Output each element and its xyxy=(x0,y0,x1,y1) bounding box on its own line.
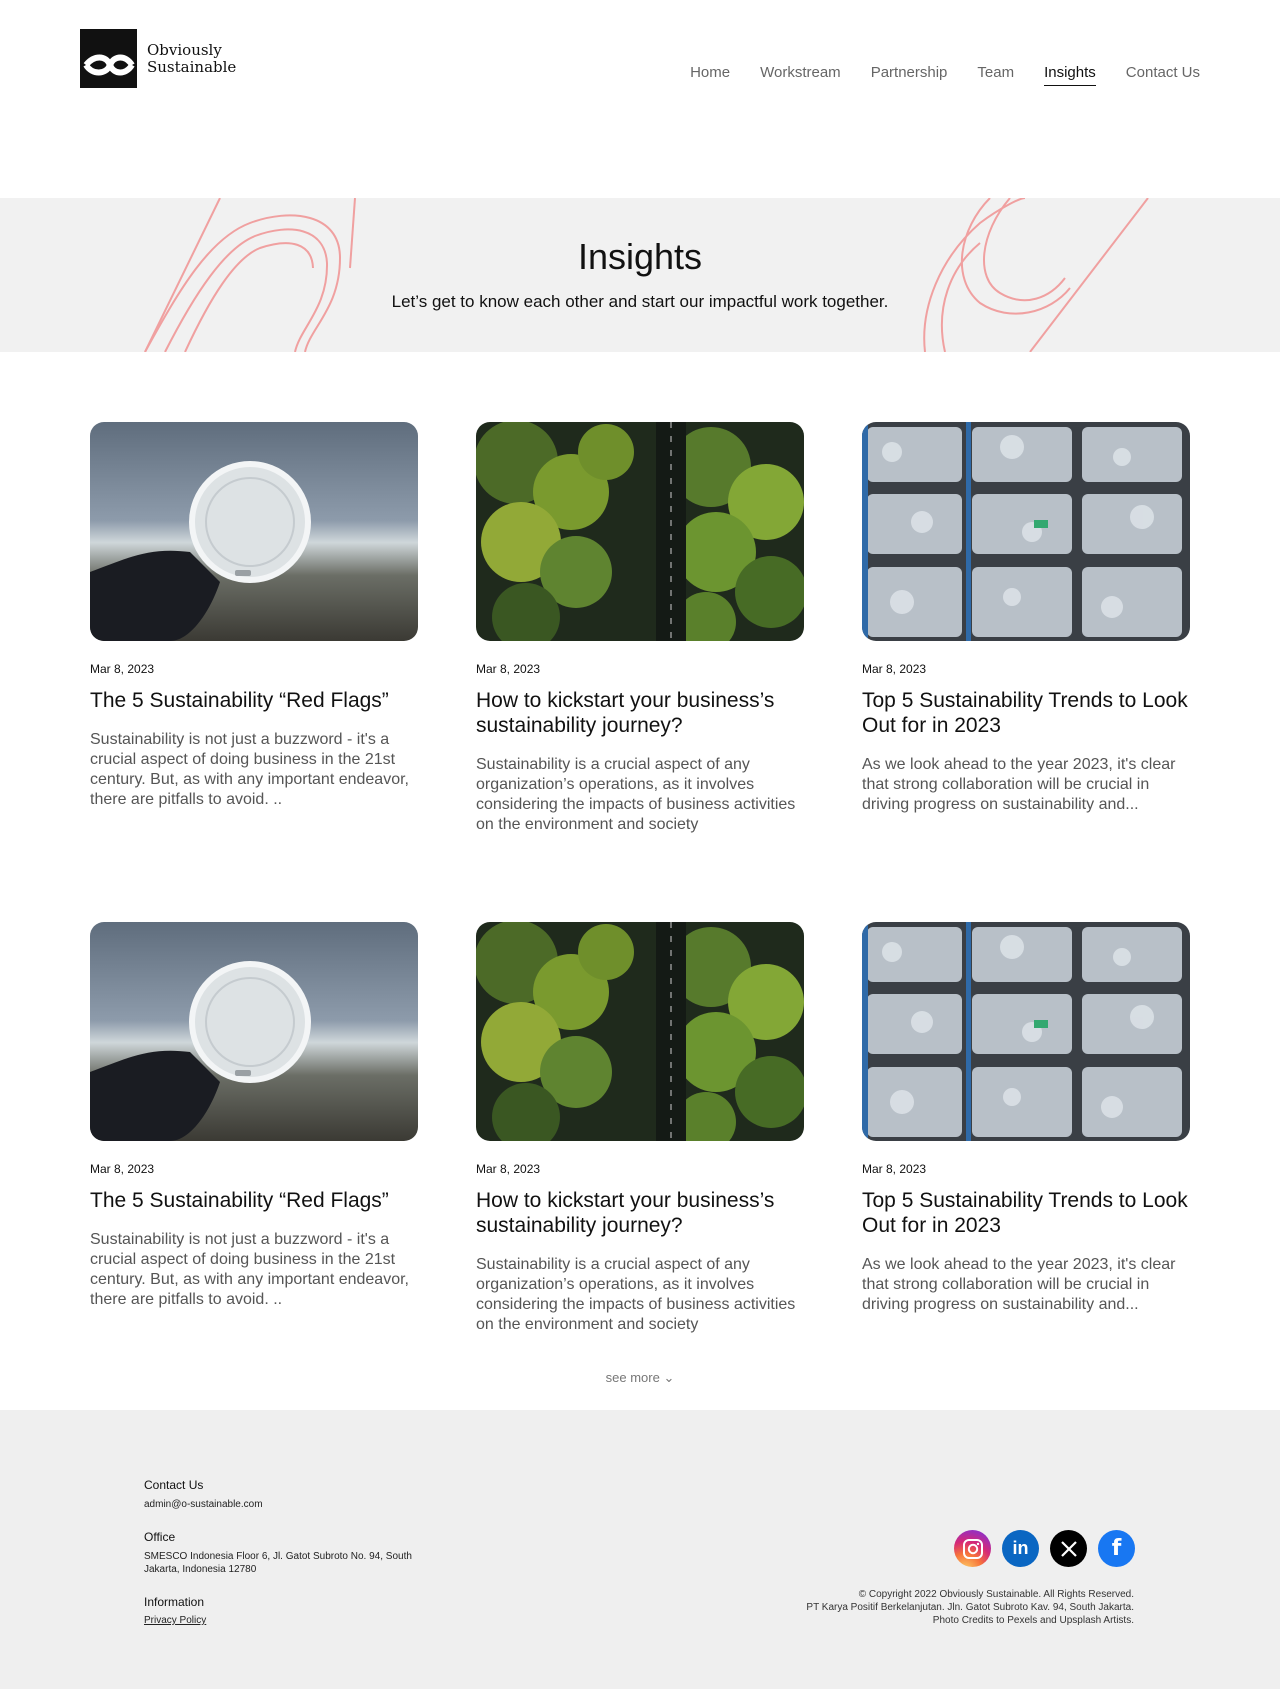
page-title: Insights xyxy=(577,236,703,277)
footer-contact-email[interactable]: admin@o-sustainable.com xyxy=(144,1499,263,1510)
article-card[interactable] xyxy=(90,422,418,810)
article-image[interactable] xyxy=(476,422,804,641)
footer-contact-heading: Contact Us xyxy=(144,1478,204,1492)
nav-home[interactable]: Home xyxy=(690,64,731,81)
article-image[interactable] xyxy=(862,922,1190,1141)
see-more-button[interactable] xyxy=(0,1370,1280,1386)
article-title[interactable]: The 5 Sustainability “Red Flags” xyxy=(90,689,389,712)
see-more-label: see more xyxy=(605,1370,660,1385)
linkedin-icon[interactable]: in xyxy=(1002,1530,1039,1567)
nav-partnership[interactable]: Partnership xyxy=(870,64,948,81)
article-excerpt: Sustainability is not just a buzzword - it's a crucial aspect of doing business in the 21st century. But, as with any important endeavor, there are pitfalls to avoid. .. xyxy=(90,731,409,808)
copyright-line-3: Photo Credits to Pexels and Upsplash Artists. xyxy=(932,1615,1134,1626)
instagram-icon[interactable] xyxy=(954,1530,991,1567)
article-date: Mar 8, 2023 xyxy=(476,662,541,676)
article-image[interactable] xyxy=(862,422,1190,641)
article-excerpt: Sustainability is not just a buzzword - it's a crucial aspect of doing business in the 21st century. But, as with any important endeavor, there are pitfalls to avoid. .. xyxy=(90,1231,409,1308)
article-card[interactable] xyxy=(862,422,1190,815)
site-header xyxy=(0,0,1280,150)
logo-text-line1: Obviously xyxy=(147,40,222,59)
article-image[interactable] xyxy=(90,922,418,1141)
facebook-icon[interactable]: f xyxy=(1098,1530,1135,1567)
article-card[interactable] xyxy=(862,922,1190,1315)
main-nav xyxy=(690,64,1200,86)
footer-info-heading: Information xyxy=(144,1595,205,1609)
copyright xyxy=(806,1588,1134,1627)
copyright-line-1: © Copyright 2022 Obviously Sustainable. All Rights Reserved. xyxy=(858,1589,1134,1600)
article-title[interactable]: How to kickstart your business’s sustainability journey? xyxy=(476,689,775,737)
article-card[interactable] xyxy=(476,922,804,1335)
social-links xyxy=(954,1530,1135,1567)
nav-team[interactable]: Team xyxy=(977,64,1015,81)
article-date: Mar 8, 2023 xyxy=(862,1162,927,1176)
article-title[interactable]: Top 5 Sustainability Trends to Look Out for in 2023 xyxy=(862,1189,1188,1237)
x-icon[interactable] xyxy=(1050,1530,1087,1567)
article-date: Mar 8, 2023 xyxy=(90,662,155,676)
article-excerpt: As we look ahead to the year 2023, it's clear that strong collaboration will be crucial in driving progress on sustainability and... xyxy=(862,1256,1176,1313)
article-date: Mar 8, 2023 xyxy=(90,1162,155,1176)
logo-icon xyxy=(80,29,137,88)
logo[interactable] xyxy=(80,29,236,88)
article-title[interactable]: The 5 Sustainability “Red Flags” xyxy=(90,1189,389,1212)
article-excerpt: As we look ahead to the year 2023, it's clear that strong collaboration will be crucial in driving progress on sustainability and... xyxy=(862,756,1176,813)
article-date: Mar 8, 2023 xyxy=(476,1162,541,1176)
nav-insights[interactable]: Insights xyxy=(1044,64,1096,86)
site-footer xyxy=(0,1410,1280,1689)
nav-contact-us[interactable]: Contact Us xyxy=(1125,64,1200,81)
copyright-line-2: PT Karya Positif Berkelanjutan. Jln. Gatot Subroto Kav. 94, South Jakarta. xyxy=(806,1602,1134,1613)
insights-banner xyxy=(0,198,1280,352)
article-card[interactable] xyxy=(476,422,804,835)
privacy-policy-link[interactable]: Privacy Policy xyxy=(144,1615,207,1626)
article-excerpt: Sustainability is a crucial aspect of any organization’s operations, as it involves considering the impacts of business activities on the environment and society xyxy=(476,756,796,833)
chevron-down-icon: ⌄ xyxy=(663,1370,675,1385)
article-date: Mar 8, 2023 xyxy=(862,662,927,676)
article-image[interactable] xyxy=(90,422,418,641)
article-card[interactable] xyxy=(90,922,418,1310)
nav-workstream[interactable]: Workstream xyxy=(760,64,841,81)
article-title[interactable]: Top 5 Sustainability Trends to Look Out for in 2023 xyxy=(862,689,1188,737)
article-excerpt: Sustainability is a crucial aspect of any organization’s operations, as it involves considering the impacts of business activities on the environment and society xyxy=(476,1256,796,1333)
footer-office-address: SMESCO Indonesia Floor 6, Jl. Gatot Subroto No. 94, South Jakarta, Indonesia 12780 xyxy=(144,1551,412,1575)
article-image[interactable] xyxy=(476,922,804,1141)
page-subtitle: Let’s get to know each other and start our impactful work together. xyxy=(391,292,889,311)
footer-office-heading: Office xyxy=(144,1530,176,1544)
logo-text-line2: Sustainable xyxy=(147,57,237,76)
article-title[interactable]: How to kickstart your business’s sustainability journey? xyxy=(476,1189,775,1237)
